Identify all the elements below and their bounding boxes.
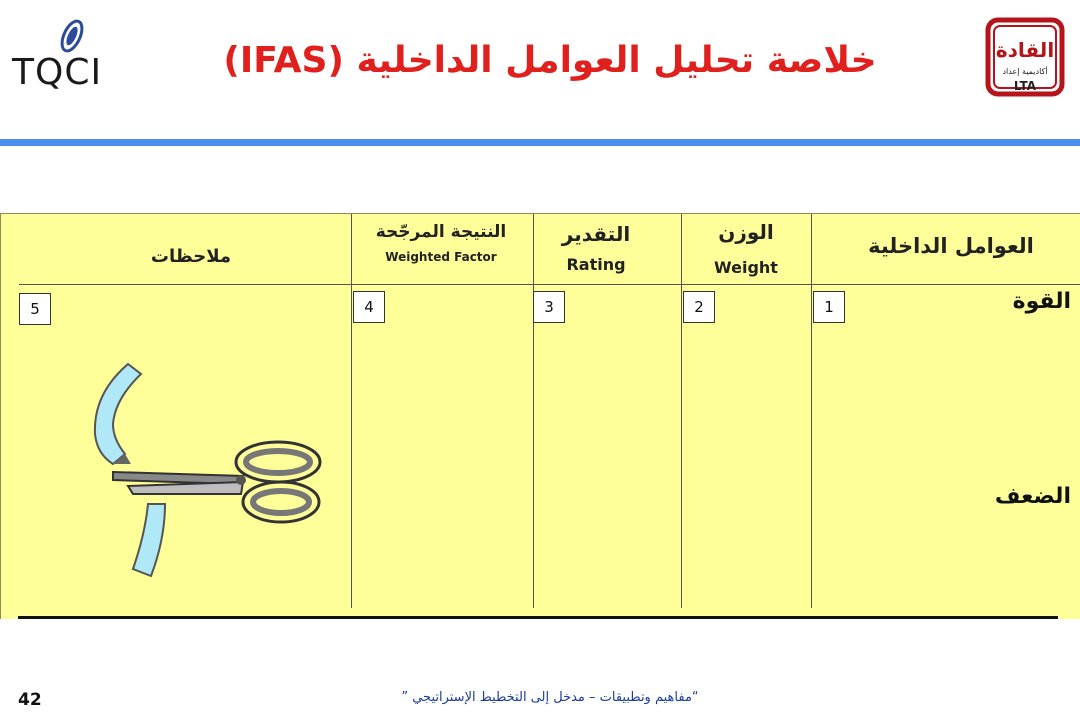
- footer-text: “مفاهيم وتطبيقات – مدخل إلى التخطيط الإستراتيجي ”: [401, 690, 699, 705]
- scissors-icon: [73, 354, 333, 584]
- header-weighted-ar: النتيجة المرجّحة: [375, 222, 507, 242]
- column-divider: [681, 214, 682, 608]
- column-divider: [811, 214, 812, 608]
- column-number-3: 3: [533, 291, 565, 323]
- lta-ar-text: القادة: [995, 38, 1055, 62]
- header-internal-factors: العوامل الداخلية: [868, 234, 1034, 258]
- lta-sub-text: أكاديمية إعداد: [1002, 67, 1048, 76]
- lta-emblem-icon: [980, 12, 1070, 108]
- column-divider: [533, 214, 534, 608]
- bottom-rule: [18, 616, 1058, 619]
- column-number-4: 4: [353, 291, 385, 323]
- header-notes: ملاحظات: [150, 246, 232, 267]
- lta-en-text: LTA: [1013, 79, 1037, 93]
- ifas-table: [0, 213, 1080, 619]
- tqci-brand-text: TQCI: [12, 52, 103, 93]
- column-number-5: 5: [19, 293, 51, 325]
- lta-logo: [980, 12, 1070, 108]
- header-weight-ar: الوزن: [718, 220, 774, 244]
- header-weight-en: Weight: [714, 258, 778, 277]
- slide-title: خلاصة تحليل العوامل الداخلية (IFAS): [223, 40, 877, 81]
- column-number-2: 2: [683, 291, 715, 323]
- title-separator: [0, 139, 1080, 146]
- row-label-strengths: القوة: [1012, 289, 1071, 314]
- row-label-weaknesses: الضعف: [994, 484, 1071, 509]
- column-number-1: 1: [813, 291, 845, 323]
- page-number: 42: [18, 690, 42, 710]
- header-rating-ar: التقدير: [561, 222, 631, 246]
- header-underline: [19, 284, 1080, 285]
- column-divider: [351, 214, 352, 608]
- header-rating-en: Rating: [566, 255, 626, 274]
- header-weighted-en: Weighted Factor: [385, 250, 497, 264]
